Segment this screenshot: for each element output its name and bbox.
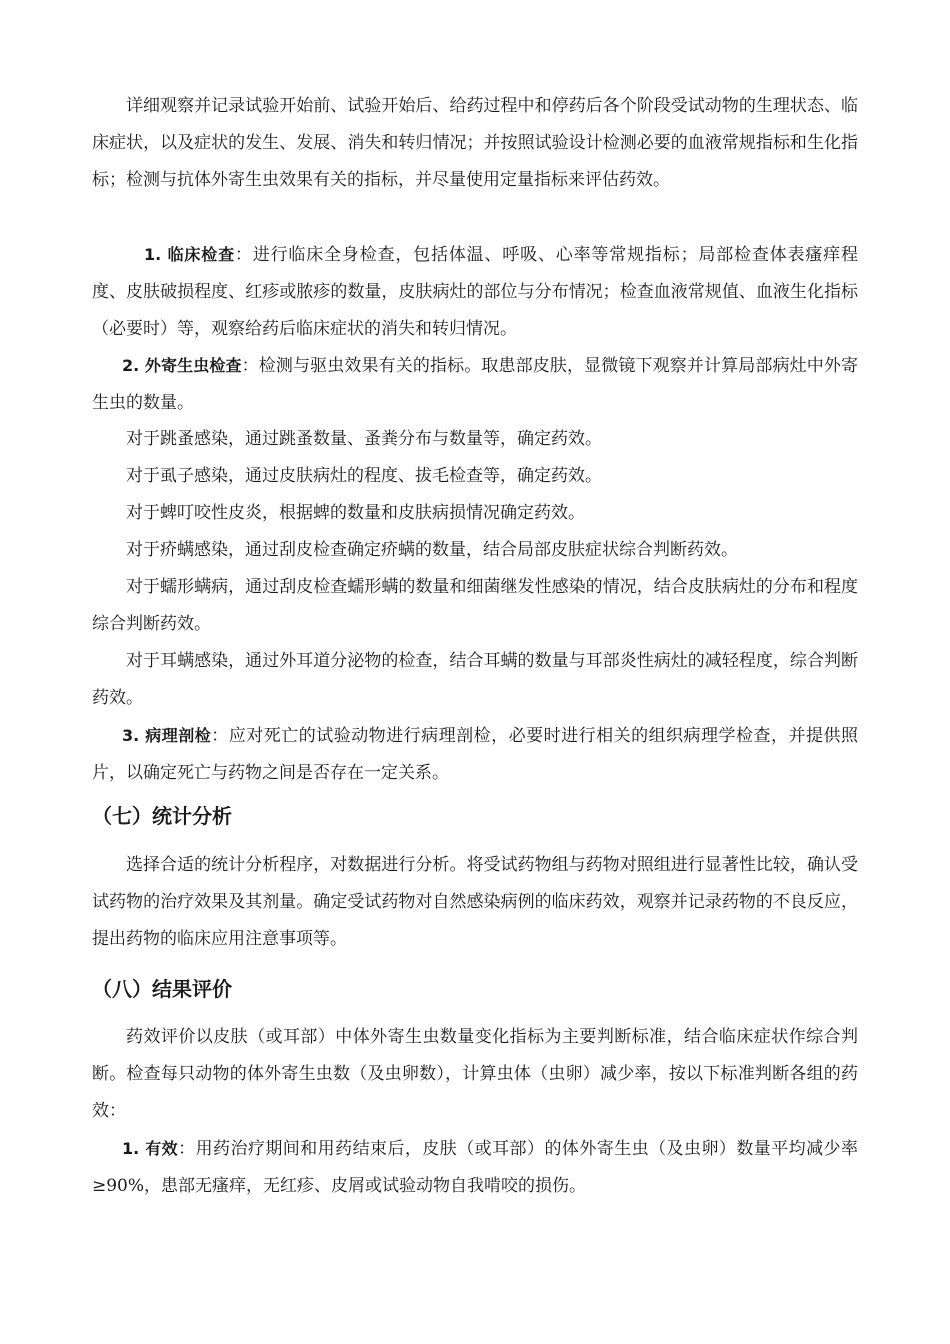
section-7-text: 选择合适的统计分析程序，对数据进行分析。将受试药物组与药物对照组进行显著性比较，确认受试药物的治疗效果及其剂量。确定受试药物对自然感染病例的临床药效，观察并记录药物的不良反应，提出药物的临床应用注意事项等。 [92, 855, 858, 949]
parasite-exam-text: ：检测与驱虫效果有关的指标。取患部皮肤，显微镜下观察并计算局部病灶中外寄生虫的数量。 [92, 356, 858, 413]
clinical-exam-paragraph [92, 236, 858, 348]
case-ear-mite: 对于耳螨感染，通过外耳道分泌物的检查，结合耳螨的数量与耳部炎性病灶的减轻程度，综合判断药效。 [92, 651, 858, 708]
clinical-exam-lead: 1. 临床检查 [144, 245, 235, 264]
effective-paragraph [92, 1130, 858, 1205]
case-flea: 对于跳蚤感染，通过跳蚤数量、蚤粪分布与数量等，确定药效。 [126, 429, 602, 449]
section-8-text: 药效评价以皮肤（或耳部）中体外寄生虫数量变化指标为主要判断标准，结合临床症状作综合判断。检查每只动物的体外寄生虫数（及虫卵数），计算虫体（虫卵）减少率，按以下标准判断各组的药效： [92, 1027, 858, 1121]
case-tick: 对于蜱叮咬性皮炎，根据蜱的数量和皮肤病损情况确定药效。 [126, 503, 585, 523]
case-scabies: 对于疥螨感染，通过刮皮检查确定疥螨的数量，结合局部皮肤症状综合判断药效。 [126, 540, 738, 560]
pathology-lead: 3. 病理剖检 [122, 726, 212, 745]
effective-lead: 1. 有效 [122, 1139, 179, 1158]
section-7-heading: （七）统计分析 [92, 804, 232, 828]
parasite-exam-lead: 2. 外寄生虫检查 [122, 356, 242, 375]
intro-paragraph: 详细观察并记录试验开始前、试验开始后、给药过程中和停药后各个阶段受试动物的生理状态、临床症状，以及症状的发生、发展、消失和转归情况；并按照试验设计检测必要的血液常规指标和生化指标；检测与抗体外寄生虫效果有关的指标，并尽量使用定量指标来评估药效。 [92, 96, 858, 190]
case-demodex: 对于蠕形螨病，通过刮皮检查蠕形螨的数量和细菌继发性感染的情况，结合皮肤病灶的分布和程度综合判断药效。 [92, 577, 858, 634]
pathology-text: ：应对死亡的试验动物进行病理剖检，必要时进行相关的组织病理学检查，并提供照片，以确定死亡与药物之间是否存在一定关系。 [92, 726, 858, 783]
pathology-paragraph [92, 717, 858, 792]
section-8-heading: （八）结果评价 [92, 977, 232, 1001]
effective-text: ：用药治疗期间和用药结束后，皮肤（或耳部）的体外寄生虫（及虫卵）数量平均减少率≥90%，患部无瘙痒，无红疹、皮屑或试验动物自我啃咬的损伤。 [92, 1139, 858, 1196]
case-lice: 对于虱子感染，通过皮肤病灶的程度、拔毛检查等，确定药效。 [126, 466, 602, 486]
clinical-exam-text: ：进行临床全身检查，包括体温、呼吸、心率等常规指标；局部检查体表瘙痒程度、皮肤破损程度、红疹或脓疹的数量，皮肤病灶的部位与分布情况；检查血液常规值、血液生化指标（必要时）等，观察给药后临床症状的消失和转归情况。 [92, 245, 858, 339]
parasite-exam-paragraph [92, 347, 858, 422]
